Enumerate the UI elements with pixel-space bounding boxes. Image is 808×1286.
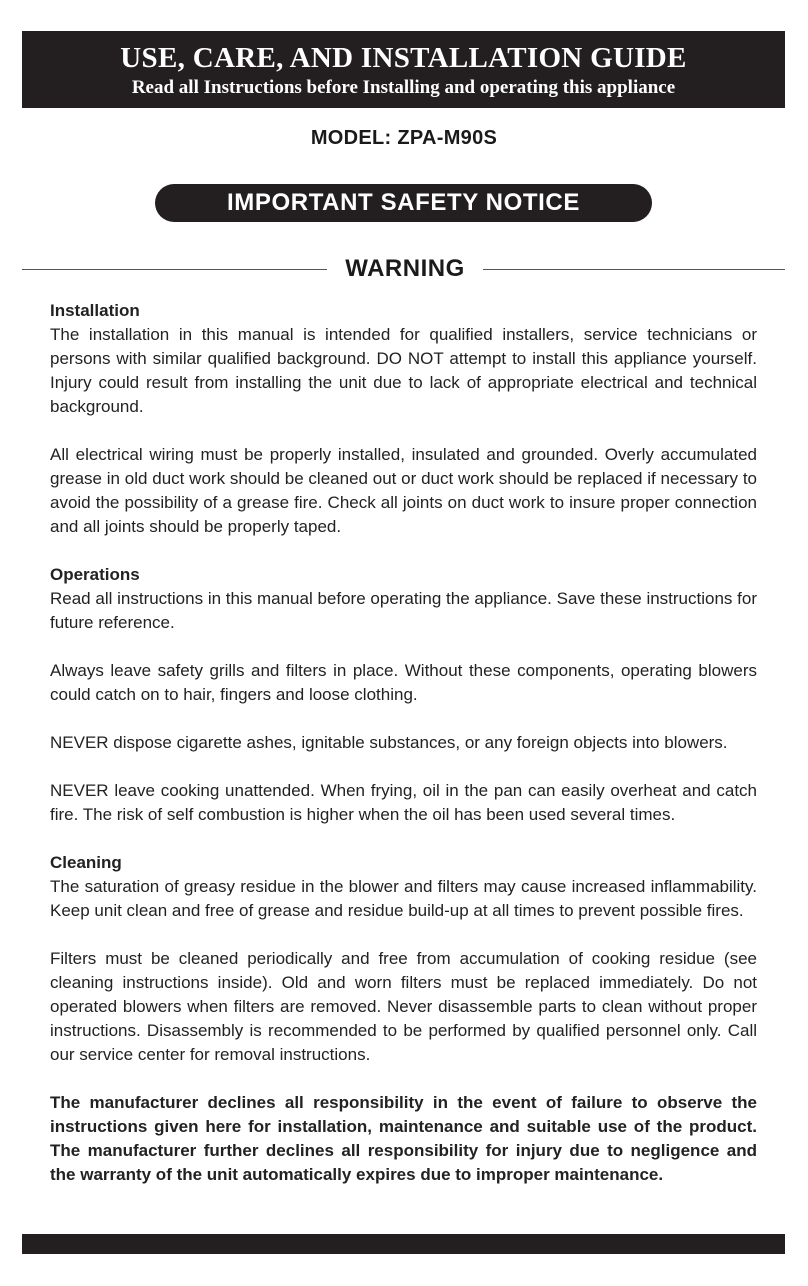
operations-paragraph-4: NEVER leave cooking unattended. When frying, oil in the pan can easily overheat and catch fire. The risk of self combustion is higher when the oil has been used several times. — [50, 781, 757, 824]
cleaning-paragraph-2: Filters must be cleaned periodically and free from accumulation of cooking residue (see cleaning instructions inside). Old and worn filters must be replaced immediately. Do not operated blowers when filters are removed. Never disassemble parts to clean without proper instructions. Disassembly is recommended to be performed by qualified personnel only. Call our service center for removal instructions. — [50, 949, 757, 1064]
section-heading-cleaning: Cleaning — [50, 853, 122, 872]
cleaning-paragraph-1: The saturation of greasy residue in the blower and filters may cause increased inflammability. Keep unit clean and free of grease and residue build-up at all times to prevent possible fires. — [50, 877, 757, 920]
operations-paragraph-1: Read all instructions in this manual before operating the appliance. Save these instructions for future reference. — [50, 589, 757, 632]
page-title: USE, CARE, AND INSTALLATION GUIDE — [120, 42, 687, 74]
installation-paragraph-2: All electrical wiring must be properly installed, insulated and grounded. Overly accumulated grease in old duct work should be cleaned out or duct work should be replaced if necessary to avoid the possibility of a grease fire. Check all joints on duct work to insure proper connection and all joints should be properly taped. — [50, 445, 757, 536]
section-heading-installation: Installation — [50, 301, 140, 320]
operations-paragraph-3: NEVER dispose cigarette ashes, ignitable substances, or any foreign objects into blowers. — [50, 733, 728, 752]
warning-heading: WARNING — [345, 255, 465, 282]
warning-divider-right — [483, 269, 785, 270]
installation-paragraph-1: The installation in this manual is intended for qualified installers, service technicians or persons with similar qualified background. DO NOT attempt to install this appliance yourself. Injury could result from installing the unit due to lack of appropriate electrical and technical background. — [50, 325, 757, 416]
footer-bar — [22, 1234, 785, 1254]
warning-divider-left — [22, 269, 327, 270]
header-banner — [22, 31, 785, 108]
manufacturer-disclaimer: The manufacturer declines all responsibility in the event of failure to observe the instructions given here for installation, maintenance and suitable use of the product. The manufacturer further declines all responsibility for injury due to negligence and the warranty of the unit automatically expires due to improper maintenance. — [50, 1093, 757, 1184]
safety-notice-banner: IMPORTANT SAFETY NOTICE — [155, 184, 652, 222]
page-subtitle: Read all Instructions before Installing and operating this appliance — [131, 77, 676, 98]
document-body — [50, 299, 757, 1187]
model-number: MODEL: ZPA-M90S — [310, 127, 498, 149]
section-heading-operations: Operations — [50, 565, 140, 584]
operations-paragraph-2: Always leave safety grills and filters in place. Without these components, operating blowers could catch on to hair, fingers and loose clothing. — [50, 661, 757, 704]
